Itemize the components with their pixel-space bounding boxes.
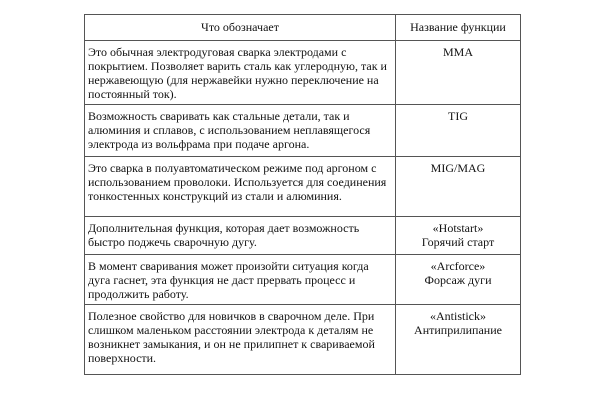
row-description: В момент сваривания может произойти ситуация когда дуга гаснет, эта функция не даст прервать процесс и продолжить работу. [85, 255, 396, 305]
function-name-line: Горячий старт [421, 235, 495, 249]
function-name-line: Форсаж дуги [424, 273, 492, 287]
row-function-name [396, 41, 521, 105]
row-function-name [396, 305, 521, 375]
table-row [85, 255, 521, 305]
function-name-line: MMA [442, 45, 473, 59]
welding-functions-table [84, 14, 521, 375]
header-description: Что обозначает [85, 15, 396, 41]
table-row [85, 157, 521, 217]
row-description: Полезное свойство для новичков в сварочном деле. При слишком маленьком расстоянии электрода к деталям не возникнет замыкания, и он не прилипнет к свариваемой поверхности. [85, 305, 396, 375]
row-function-name [396, 255, 521, 305]
row-description: Дополнительная функция, которая дает возможность быстро поджечь сварочную дугу. [85, 217, 396, 255]
function-name-line: TIG [448, 109, 468, 123]
header-function-name: Название функции [396, 15, 521, 41]
table-row [85, 105, 521, 157]
function-name-line: «Arcforce» [430, 259, 486, 273]
function-name-line: MIG/MAG [430, 161, 486, 175]
table-header-row [85, 15, 521, 41]
row-function-name [396, 157, 521, 217]
row-function-name [396, 105, 521, 157]
function-name-line: Антиприлипание [414, 323, 502, 337]
table-row [85, 217, 521, 255]
row-description: Это сварка в полуавтоматическом режиме под аргоном с использованием проволоки. Используется для соединения тонкостенных конструкций из стали и алюминия. [85, 157, 396, 217]
row-function-name [396, 217, 521, 255]
table-row [85, 305, 521, 375]
row-description: Возможность сваривать как стальные детали, так и алюминия и сплавов, с использованием неплавящегося электрода из вольфрама при подаче аргона. [85, 105, 396, 157]
table-row [85, 41, 521, 105]
function-name-line: «Antistick» [430, 309, 486, 323]
row-description: Это обычная электродуговая сварка электродами с покрытием. Позволяет варить сталь как углеродную, так и нержавеющую (для нержавейки нужно переключение на постоянный ток). [85, 41, 396, 105]
function-name-line: «Hotstart» [432, 221, 484, 235]
